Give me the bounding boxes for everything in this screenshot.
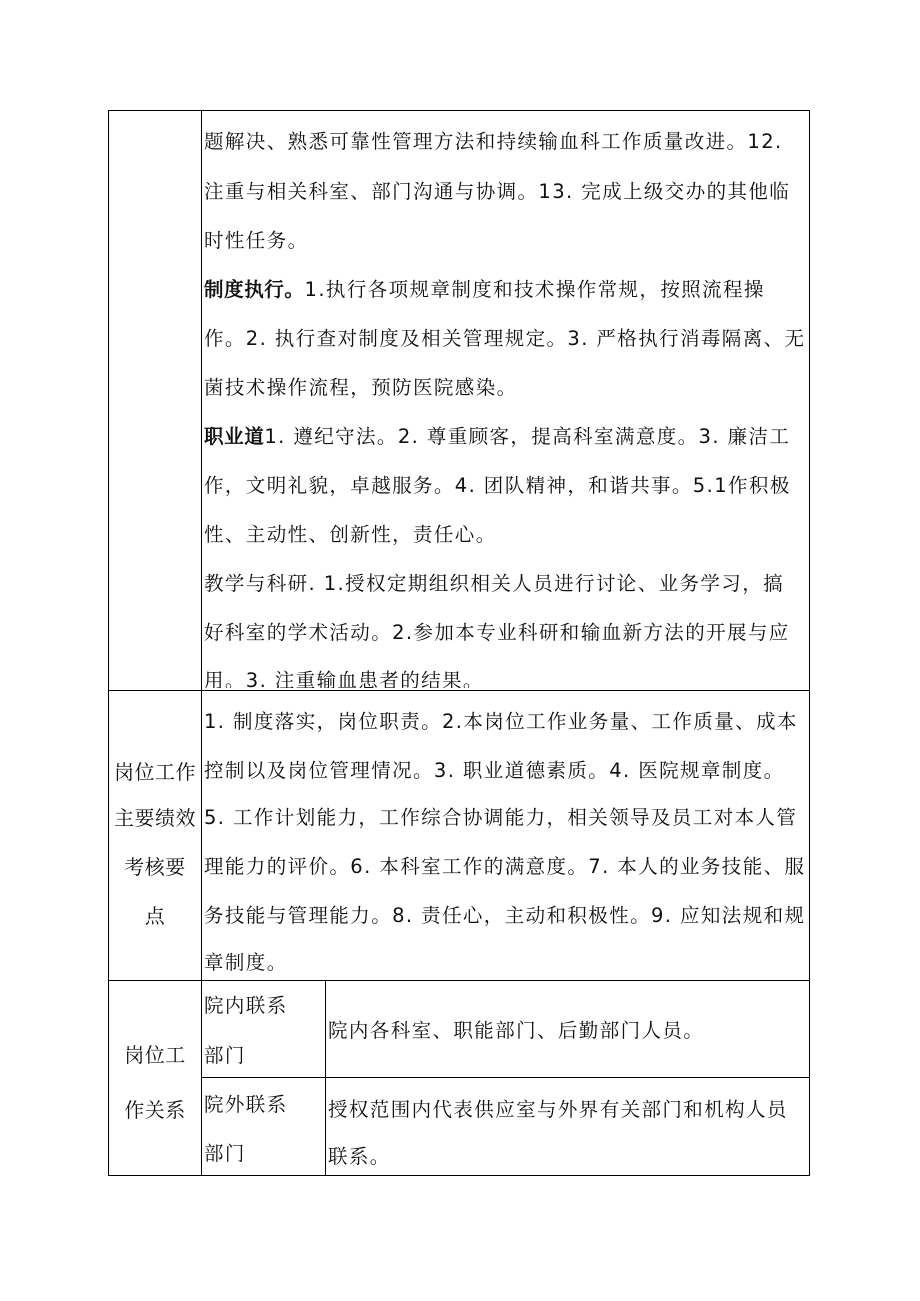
performance-line: 1. 制度落实，岗位职责。2.本岗位工作业务量、工作质量、成本 bbox=[204, 710, 798, 733]
system-execution-text: 1.执行各项规章制度和技术操作常规，按照流程操 bbox=[304, 278, 765, 301]
duties-line: 时性任务。 bbox=[204, 229, 309, 252]
system-execution-line bbox=[204, 277, 765, 303]
internal-contact-text: 院内各科室、职能部门、后勤部门人员。 bbox=[328, 1019, 705, 1042]
duties-line: 题解决、熟悉可靠性管理方法和持续输血科工作质量改进。12. bbox=[204, 130, 783, 153]
external-contact-label-line: 院外联系 bbox=[204, 1093, 288, 1116]
external-contact-line: 授权范围内代表供应室与外界有关部门和机构人员 bbox=[328, 1098, 788, 1121]
row-divider-performance bbox=[108, 980, 810, 981]
performance-label-line: 考核要 bbox=[124, 855, 186, 879]
internal-contact-label-line: 部门 bbox=[204, 1044, 246, 1067]
sub-label-column-divider bbox=[325, 980, 326, 1176]
performance-line: 章制度。 bbox=[204, 951, 288, 974]
table-border-bottom bbox=[108, 1175, 810, 1176]
professional-ethics-line: 性、主动性、创新性，责任心。 bbox=[204, 523, 497, 546]
internal-contact-label-line: 院内联系 bbox=[204, 994, 288, 1017]
label-column-divider bbox=[201, 110, 202, 1176]
system-execution-heading: 制度执行。 bbox=[204, 278, 305, 301]
table-border-left bbox=[108, 110, 109, 1176]
performance-line: 5. 工作计划能力，工作综合协调能力，相关领导及员工对本人管 bbox=[204, 806, 798, 829]
external-contact-label-line: 部门 bbox=[204, 1142, 246, 1165]
teaching-research-line: 好科室的学术活动。2.参加本专业科研和输血新方法的开展与应 bbox=[204, 621, 790, 644]
teaching-research-line: 教学与科研. 1.授权定期组织相关人员进行讨论、业务学习，搞 bbox=[204, 572, 785, 595]
performance-line: 理能力的评价。6. 本科室工作的满意度。7. 本人的业务技能、服 bbox=[204, 855, 806, 878]
performance-label-line: 主要绩效 bbox=[114, 806, 196, 830]
professional-ethics-text: 1. 遵纪守法。2. 尊重顾客，提高科室满意度。3. 廉洁工 bbox=[264, 425, 791, 448]
row-divider-duties bbox=[108, 690, 810, 691]
table-border-right bbox=[809, 110, 810, 1176]
table-border-top bbox=[108, 110, 810, 111]
professional-ethics-line bbox=[204, 424, 790, 450]
relations-label-line: 岗位工 bbox=[124, 1043, 186, 1067]
teaching-research-line: 用。3. 注重输血患者的结果。 bbox=[204, 669, 484, 688]
professional-ethics-heading: 职业道 bbox=[204, 425, 265, 448]
external-contact-line: 联系。 bbox=[328, 1145, 391, 1168]
system-execution-line: 菌技术操作流程，预防医院感染。 bbox=[204, 376, 518, 399]
professional-ethics-line: 作，文明礼貌，卓越服务。4. 团队精神，和谐共事。5.1作积极 bbox=[204, 474, 791, 497]
system-execution-line: 作。2. 执行查对制度及相关管理规定。3. 严格执行消毒隔离、无 bbox=[204, 327, 806, 350]
duties-line: 注重与相关科室、部门沟通与协调。13. 完成上级交办的其他临 bbox=[204, 180, 791, 203]
performance-line: 控制以及岗位管理情况。3. 职业道德素质。4. 医院规章制度。 bbox=[204, 759, 785, 782]
row-divider-relations bbox=[201, 1077, 810, 1078]
relations-label-line: 作关系 bbox=[124, 1098, 186, 1122]
performance-label-line: 岗位工作 bbox=[114, 760, 196, 784]
performance-line: 务技能与管理能力。8. 责任心，主动和积极性。9. 应知法规和规 bbox=[204, 904, 806, 927]
performance-label-line: 点 bbox=[144, 904, 166, 928]
